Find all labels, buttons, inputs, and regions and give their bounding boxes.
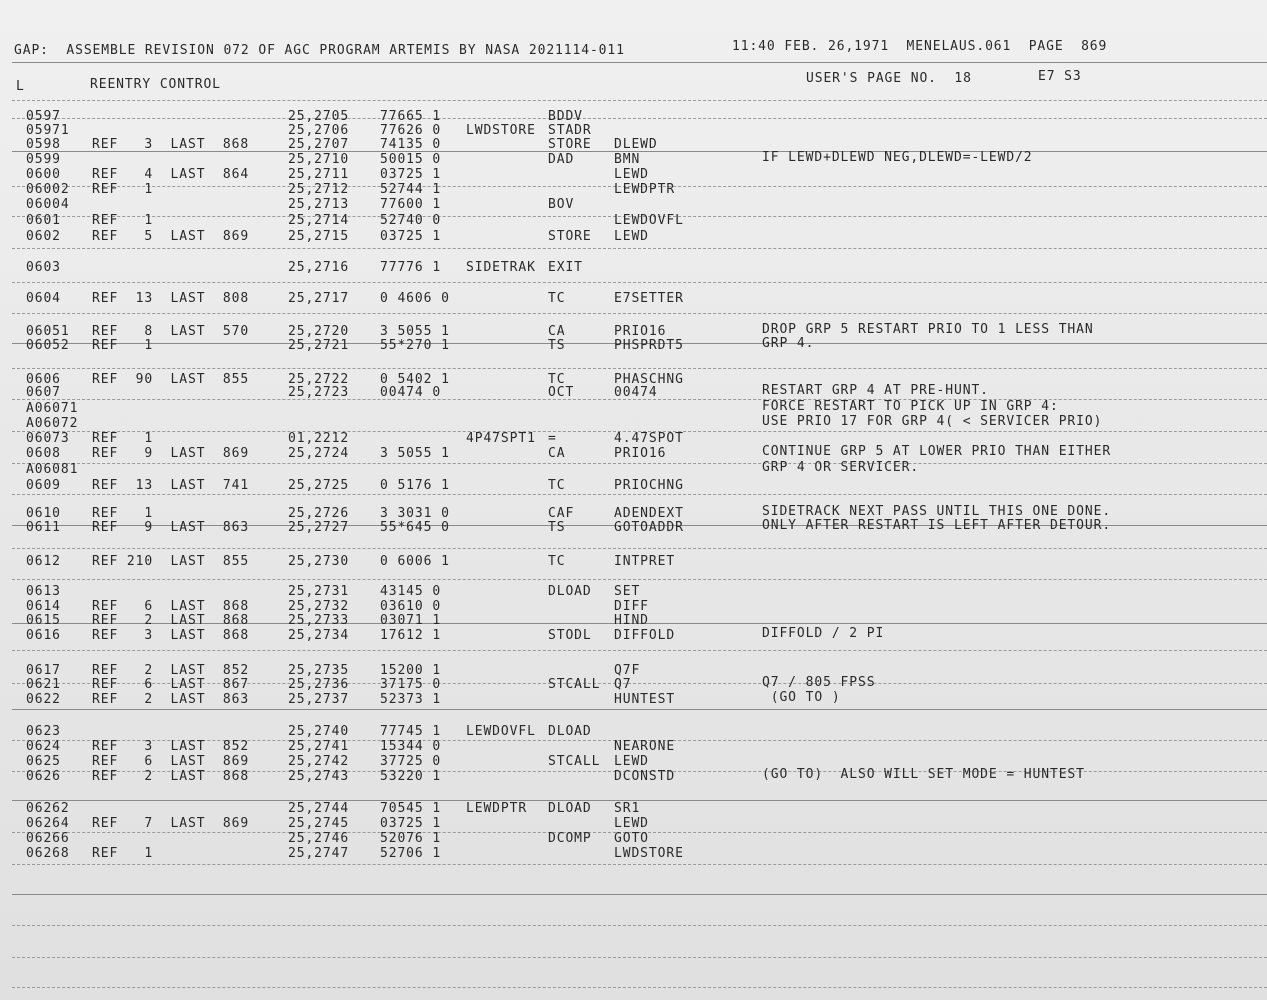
row-addr: 25,2707 [288, 137, 350, 152]
row-line: 0615 [26, 613, 61, 628]
row-operand: DCONSTD [614, 769, 676, 784]
form-rule [12, 864, 1267, 865]
row-comment: DROP GRP 5 RESTART PRIO TO 1 LESS THAN [762, 322, 1094, 337]
row-op: TS [548, 520, 566, 535]
row-op: OCT [548, 385, 575, 400]
row-op: TC [548, 478, 566, 493]
row-operand: Q7 [614, 677, 632, 692]
row-operand: LEWDPTR [614, 182, 676, 197]
section-title: REENTRY CONTROL [90, 77, 221, 92]
row-comment: CONTINUE GRP 5 AT LOWER PRIO THAN EITHER [762, 444, 1112, 459]
row-code: 52740 0 [380, 213, 442, 228]
row-code: 0 6006 1 [380, 554, 450, 569]
row-addr: 25,2713 [288, 197, 350, 212]
row-line: 0606 [26, 372, 61, 387]
form-rule [12, 925, 1267, 926]
row-operand: BMN [614, 152, 641, 167]
row-code: 77600 1 [380, 197, 442, 212]
row-code: 0 4606 0 [380, 291, 450, 306]
row-line: 06262 [26, 801, 70, 816]
row-addr: 25,2740 [288, 724, 350, 739]
row-ref: REF 1 [92, 213, 154, 228]
listing-row [0, 261, 1267, 276]
listing-row [0, 725, 1267, 740]
row-op: DLOAD [548, 584, 592, 599]
form-rule [12, 650, 1267, 651]
row-op: CA [548, 446, 566, 461]
row-addr: 25,2744 [288, 801, 350, 816]
row-operand: LEWDOVFL [614, 213, 684, 228]
row-ref: REF 13 LAST 741 [92, 478, 250, 493]
listing-row [0, 292, 1267, 307]
row-line: A06081 [26, 462, 79, 477]
row-comment: ONLY AFTER RESTART IS LEFT AFTER DETOUR. [762, 518, 1112, 533]
row-comment: RESTART GRP 4 AT PRE-HUNT. [762, 383, 989, 398]
row-ref: REF 5 LAST 869 [92, 229, 250, 244]
row-addr: 25,2714 [288, 213, 350, 228]
row-op: STORE [548, 229, 592, 244]
row-line: 0603 [26, 260, 61, 275]
row-addr: 25,2733 [288, 613, 350, 628]
row-ref: REF 6 LAST 867 [92, 677, 250, 692]
row-code: 77626 0 [380, 123, 442, 138]
row-ref: REF 9 LAST 863 [92, 520, 250, 535]
row-ref: REF 6 LAST 869 [92, 754, 250, 769]
listing-row [0, 183, 1267, 198]
row-operand: Q7F [614, 663, 641, 678]
timestamp-page: 11:40 FEB. 26,1971 MENELAUS.061 PAGE 869 [732, 39, 1108, 54]
row-code: 52373 1 [380, 692, 442, 707]
listing-row [0, 518, 1267, 536]
row-op: EXIT [548, 260, 583, 275]
row-ref: REF 210 LAST 855 [92, 554, 250, 569]
row-ref: REF 3 LAST 868 [92, 137, 250, 152]
row-addr: 25,2710 [288, 152, 350, 167]
row-op: STADR [548, 123, 592, 138]
row-op: BOV [548, 197, 575, 212]
row-ref: REF 1 [92, 338, 154, 353]
row-addr: 25,2741 [288, 739, 350, 754]
row-code: 00474 0 [380, 385, 442, 400]
row-code: 77665 1 [380, 109, 442, 124]
row-operand: LEWD [614, 167, 649, 182]
row-comment: FORCE RESTART TO PICK UP IN GRP 4: [762, 399, 1059, 414]
row-line: A06072 [26, 416, 79, 431]
row-operand: LEWD [614, 229, 649, 244]
row-operand: ADENDEXT [614, 506, 684, 521]
listing-row [0, 414, 1267, 432]
listing-row [0, 444, 1267, 462]
row-line: 05971 [26, 123, 70, 138]
row-op: TC [548, 372, 566, 387]
row-line: 06264 [26, 816, 70, 831]
row-addr: 25,2736 [288, 677, 350, 692]
row-op: TC [548, 291, 566, 306]
row-op: CAF [548, 506, 575, 521]
row-line: 0622 [26, 692, 61, 707]
row-addr: 25,2743 [288, 769, 350, 784]
row-addr: 25,2731 [288, 584, 350, 599]
row-line: 06266 [26, 831, 70, 846]
row-comment: USE PRIO 17 FOR GRP 4( < SERVICER PRIO) [762, 414, 1103, 429]
row-code: 17612 1 [380, 628, 442, 643]
row-code: 15344 0 [380, 739, 442, 754]
row-code: 03610 0 [380, 599, 442, 614]
form-rule [12, 100, 1267, 101]
row-comment: GRP 4. [762, 336, 815, 351]
row-code: 77745 1 [380, 724, 442, 739]
row-line: 0614 [26, 599, 61, 614]
row-line: 06052 [26, 338, 70, 353]
row-ref: REF 2 LAST 868 [92, 769, 250, 784]
form-rule [12, 709, 1267, 710]
row-addr: 25,2724 [288, 446, 350, 461]
row-op: TS [548, 338, 566, 353]
row-code: 55*270 1 [380, 338, 450, 353]
row-line: 0616 [26, 628, 61, 643]
row-addr: 25,2706 [288, 123, 350, 138]
row-addr: 25,2720 [288, 324, 350, 339]
row-line: 0609 [26, 478, 61, 493]
row-operand: PRIO16 [614, 324, 667, 339]
row-operand: E7SETTER [614, 291, 684, 306]
row-code: 37725 0 [380, 754, 442, 769]
listing-row [0, 585, 1267, 600]
row-code: 0 5402 1 [380, 372, 450, 387]
row-ref: REF 90 LAST 855 [92, 372, 250, 387]
row-code: 3 3031 0 [380, 506, 450, 521]
row-line: 06002 [26, 182, 70, 197]
row-code: 03725 1 [380, 816, 442, 831]
row-addr: 25,2722 [288, 372, 350, 387]
row-code: 43145 0 [380, 584, 442, 599]
row-op: STCALL [548, 754, 601, 769]
row-addr: 25,2742 [288, 754, 350, 769]
listing-row [0, 555, 1267, 570]
row-op: DAD [548, 152, 575, 167]
row-op: BDDV [548, 109, 583, 124]
listing-row [0, 198, 1267, 213]
row-ref: REF 2 LAST 863 [92, 692, 250, 707]
row-line: 0608 [26, 446, 61, 461]
form-rule [12, 987, 1267, 988]
row-operand: DIFFOLD [614, 628, 676, 643]
row-addr: 25,2726 [288, 506, 350, 521]
users-page-number: USER'S PAGE NO. 18 [806, 71, 972, 86]
row-code: 70545 1 [380, 801, 442, 816]
row-addr: 25,2723 [288, 385, 350, 400]
listing-row [0, 230, 1267, 245]
row-op: STODL [548, 628, 592, 643]
listing-row [0, 150, 1267, 168]
row-operand: 00474 [614, 385, 658, 400]
row-code: 77776 1 [380, 260, 442, 275]
row-code: 37175 0 [380, 677, 442, 692]
row-op: DLOAD [548, 724, 592, 739]
row-label: SIDETRAK [466, 260, 536, 275]
row-line: 0624 [26, 739, 61, 754]
row-addr: 25,2734 [288, 628, 350, 643]
row-code: 3 5055 1 [380, 324, 450, 339]
form-rule [12, 579, 1267, 580]
row-operand: LEWD [614, 754, 649, 769]
row-ref: REF 1 [92, 182, 154, 197]
row-label: 4P47SPT1 [466, 431, 536, 446]
row-line: 0600 [26, 167, 61, 182]
row-code: 03071 1 [380, 613, 442, 628]
row-line: 0607 [26, 385, 61, 400]
row-addr: 01,2212 [288, 431, 350, 446]
row-line: 0625 [26, 754, 61, 769]
row-line: 0597 [26, 109, 61, 124]
row-comment: (GO TO) ALSO WILL SET MODE = HUNTEST [762, 767, 1085, 782]
row-ref: REF 9 LAST 869 [92, 446, 250, 461]
row-addr: 25,2745 [288, 816, 350, 831]
row-operand: 4.47SPOT [614, 431, 684, 446]
row-line: 0612 [26, 554, 61, 569]
row-line: 0602 [26, 229, 61, 244]
row-addr: 25,2730 [288, 554, 350, 569]
listing-row [0, 168, 1267, 183]
row-operand: DIFF [614, 599, 649, 614]
row-addr: 25,2705 [288, 109, 350, 124]
listing-row [0, 138, 1267, 153]
row-addr: 25,2721 [288, 338, 350, 353]
row-comment: DIFFOLD / 2 PI [762, 626, 885, 641]
row-line: A06071 [26, 401, 79, 416]
row-operand: LWDSTORE [614, 846, 684, 861]
row-addr: 25,2717 [288, 291, 350, 306]
row-addr: 25,2732 [288, 599, 350, 614]
row-code: 52706 1 [380, 846, 442, 861]
row-line: 0623 [26, 724, 61, 739]
row-addr: 25,2747 [288, 846, 350, 861]
row-line: 0626 [26, 769, 61, 784]
row-code: 03725 1 [380, 167, 442, 182]
row-operand: DLEWD [614, 137, 658, 152]
form-rule [12, 494, 1267, 495]
row-operand: PHASCHNG [614, 372, 684, 387]
row-op: = [548, 431, 557, 446]
row-comment: Q7 / 805 FPSS [762, 675, 876, 690]
row-operand: SR1 [614, 801, 641, 816]
row-line: 0613 [26, 584, 61, 599]
row-ref: REF 1 [92, 846, 154, 861]
row-op: DCOMP [548, 831, 592, 846]
listing-row [0, 817, 1267, 832]
row-ref: REF 2 LAST 868 [92, 613, 250, 628]
form-rule [12, 313, 1267, 314]
listing-row [0, 740, 1267, 755]
row-operand: SET [614, 584, 641, 599]
row-line: 0617 [26, 663, 61, 678]
row-comment: SIDETRACK NEXT PASS UNTIL THIS ONE DONE. [762, 504, 1112, 519]
row-operand: PRIOCHNG [614, 478, 684, 493]
header-rule [12, 62, 1267, 63]
row-line: 06268 [26, 846, 70, 861]
listing-row [0, 626, 1267, 644]
row-code: 74135 0 [380, 137, 442, 152]
listing-row [0, 336, 1267, 354]
row-line: 0610 [26, 506, 61, 521]
row-addr: 25,2716 [288, 260, 350, 275]
row-comment: (GO TO ) [762, 690, 841, 705]
row-addr: 25,2712 [288, 182, 350, 197]
row-addr: 25,2727 [288, 520, 350, 535]
row-code: 15200 1 [380, 663, 442, 678]
row-addr: 25,2715 [288, 229, 350, 244]
row-ref: REF 7 LAST 869 [92, 816, 250, 831]
row-operand: GOTOADDR [614, 520, 684, 535]
row-ref: REF 3 LAST 852 [92, 739, 250, 754]
row-ref: REF 4 LAST 864 [92, 167, 250, 182]
row-operand: LEWD [614, 816, 649, 831]
row-line: 06004 [26, 197, 70, 212]
row-line: 0621 [26, 677, 61, 692]
listing-row [0, 614, 1267, 629]
row-operand: PHSPRDT5 [614, 338, 684, 353]
row-addr: 25,2735 [288, 663, 350, 678]
row-ref: REF 6 LAST 868 [92, 599, 250, 614]
listing-row [0, 690, 1267, 708]
row-label: LEWDOVFL [466, 724, 536, 739]
row-line: 0599 [26, 152, 61, 167]
listing-row [0, 479, 1267, 494]
sheet-code: E7 S3 [1038, 69, 1082, 84]
listing-row [0, 460, 1267, 478]
row-ref: REF 3 LAST 868 [92, 628, 250, 643]
row-op: CA [548, 324, 566, 339]
row-line: 06073 [26, 431, 70, 446]
row-operand: NEARONE [614, 739, 676, 754]
row-line: 0611 [26, 520, 61, 535]
form-rule [12, 957, 1267, 958]
listing-title: GAP: ASSEMBLE REVISION 072 OF AGC PROGRAM ARTEMIS BY NASA 2021114-011 [14, 43, 625, 58]
form-rule [12, 248, 1267, 249]
row-code: 52744 1 [380, 182, 442, 197]
row-comment: IF LEWD+DLEWD NEG,DLEWD=-LEWD/2 [762, 150, 1033, 165]
row-code: 55*645 0 [380, 520, 450, 535]
row-operand: HIND [614, 613, 649, 628]
listing-row [0, 802, 1267, 817]
row-comment: GRP 4 OR SERVICER. [762, 460, 920, 475]
row-ref: REF 2 LAST 852 [92, 663, 250, 678]
row-addr: 25,2737 [288, 692, 350, 707]
listing-row [0, 767, 1267, 785]
row-operand: PRIO16 [614, 446, 667, 461]
form-rule [12, 894, 1267, 895]
row-ref: REF 1 [92, 431, 154, 446]
listing-row [0, 214, 1267, 229]
row-operand: HUNTEST [614, 692, 676, 707]
row-op: STORE [548, 137, 592, 152]
row-line: 06051 [26, 324, 70, 339]
row-ref: REF 8 LAST 570 [92, 324, 250, 339]
row-op: DLOAD [548, 801, 592, 816]
row-line: 0604 [26, 291, 61, 306]
listing-row [0, 675, 1267, 693]
listing-row [0, 847, 1267, 862]
row-code: 52076 1 [380, 831, 442, 846]
row-operand: INTPRET [614, 554, 676, 569]
form-rule [12, 368, 1267, 369]
row-ref: REF 1 [92, 506, 154, 521]
row-code: 03725 1 [380, 229, 442, 244]
row-line: 0598 [26, 137, 61, 152]
row-label: LEWDPTR [466, 801, 528, 816]
row-op: STCALL [548, 677, 601, 692]
log-flag: L [16, 79, 25, 94]
row-code: 0 5176 1 [380, 478, 450, 493]
form-rule [12, 282, 1267, 283]
listing-row [0, 383, 1267, 401]
row-code: 53220 1 [380, 769, 442, 784]
row-operand: GOTO [614, 831, 649, 846]
row-addr: 25,2711 [288, 167, 350, 182]
row-addr: 25,2746 [288, 831, 350, 846]
row-label: LWDSTORE [466, 123, 536, 138]
listing-row [0, 832, 1267, 847]
row-code: 3 5055 1 [380, 446, 450, 461]
listing-row [0, 110, 1267, 125]
row-ref: REF 13 LAST 808 [92, 291, 250, 306]
row-line: 0601 [26, 213, 61, 228]
row-code: 50015 0 [380, 152, 442, 167]
form-rule [12, 548, 1267, 549]
row-op: TC [548, 554, 566, 569]
row-addr: 25,2725 [288, 478, 350, 493]
